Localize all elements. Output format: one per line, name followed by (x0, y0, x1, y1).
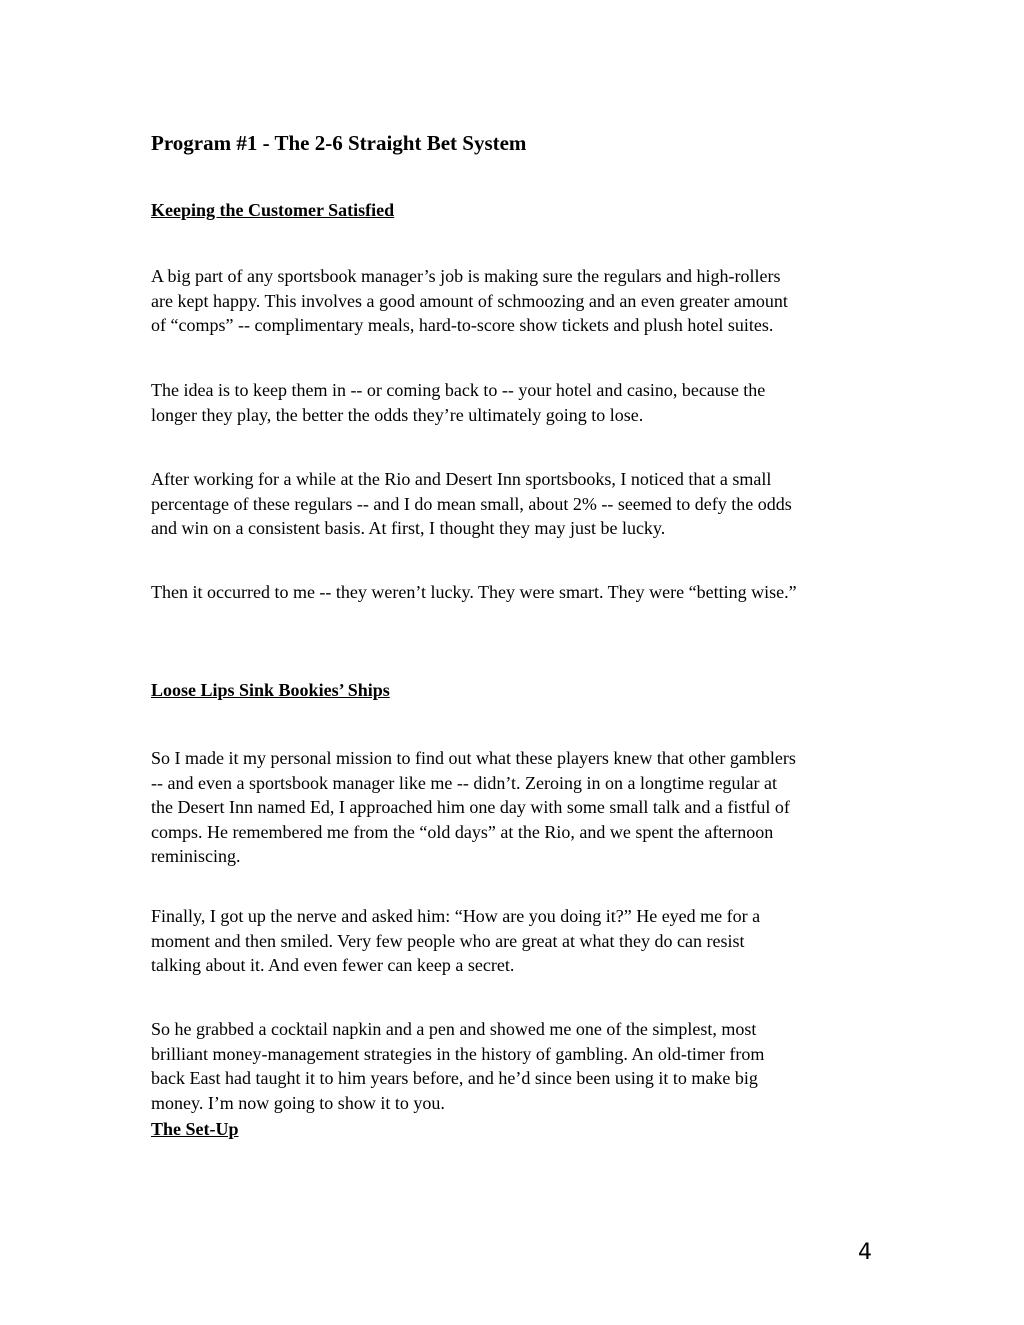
text-line: and win on a consistent basis. At first, I thought they may just be lucky. (151, 518, 666, 538)
text-line: are kept happy. This involves a good amount of schmoozing and an even greater amount (151, 290, 788, 311)
text-line: So I made it my personal mission to find out what these players knew that other gamblers (151, 748, 796, 768)
section-heading-loose-lips: Loose Lips Sink Bookies’ Ships (151, 680, 390, 700)
text-line: The idea is to keep them in -- or coming back to -- your hotel and casino, because the (151, 380, 766, 400)
text-line: reminiscing. (151, 846, 241, 866)
text-line: of “comps” -- complimentary meals, hard-to-score show tickets and plush hotel suites. (151, 315, 774, 335)
text-line: A big part of any sportsbook manager’s job is making sure the regulars and high-rollers (151, 266, 781, 286)
page-title: Program #1 - The 2-6 Straight Bet System (151, 131, 527, 155)
text-line: money. I’m now going to show it to you. (151, 1092, 445, 1113)
text-line: comps. He remembered me from the “old days” at the Rio, and we spent the afternoon (151, 821, 774, 842)
paragraph (151, 1017, 881, 1115)
text-line: talking about it. And even fewer can keep a secret. (151, 955, 515, 975)
paragraph (151, 580, 881, 605)
text-line: Then it occurred to me -- they weren’t lucky. They were smart. They were “betting wise.” (151, 582, 797, 602)
text-line: After working for a while at the Rio and Desert Inn sportsbooks, I noticed that a small (151, 469, 772, 489)
text-line: longer they play, the better the odds they’re ultimately going to lose. (151, 404, 644, 425)
text-line: -- and even a sportsbook manager like me -- didn’t. Zeroing in on a longtime regular at (151, 772, 777, 793)
text-line: So he grabbed a cocktail napkin and a pen and showed me one of the simplest, most (151, 1019, 757, 1039)
paragraph (151, 378, 881, 427)
text-line: percentage of these regulars -- and I do mean small, about 2% -- seemed to defy the odds (151, 493, 792, 514)
section-heading-keeping-customer-satisfied: Keeping the Customer Satisfied (151, 200, 395, 220)
paragraph (151, 264, 881, 338)
paragraph (151, 904, 881, 978)
text-line: brilliant money-management strategies in the history of gambling. An old-timer from (151, 1043, 765, 1064)
text-line: back East had taught it to him years before, and he’d since been using it to make big (151, 1068, 758, 1088)
text-line: Finally, I got up the nerve and asked him: “How are you doing it?” He eyed me for a (151, 906, 761, 926)
paragraph (151, 467, 881, 541)
page-number: 4 (858, 1240, 872, 1265)
text-line: the Desert Inn named Ed, I approached him one day with some small talk and a fistful of (151, 797, 790, 817)
text-line: moment and then smiled. Very few people who are great at what they do can resist (151, 930, 745, 951)
paragraph (151, 746, 881, 869)
section-heading-set-up: The Set-Up (151, 1119, 239, 1139)
